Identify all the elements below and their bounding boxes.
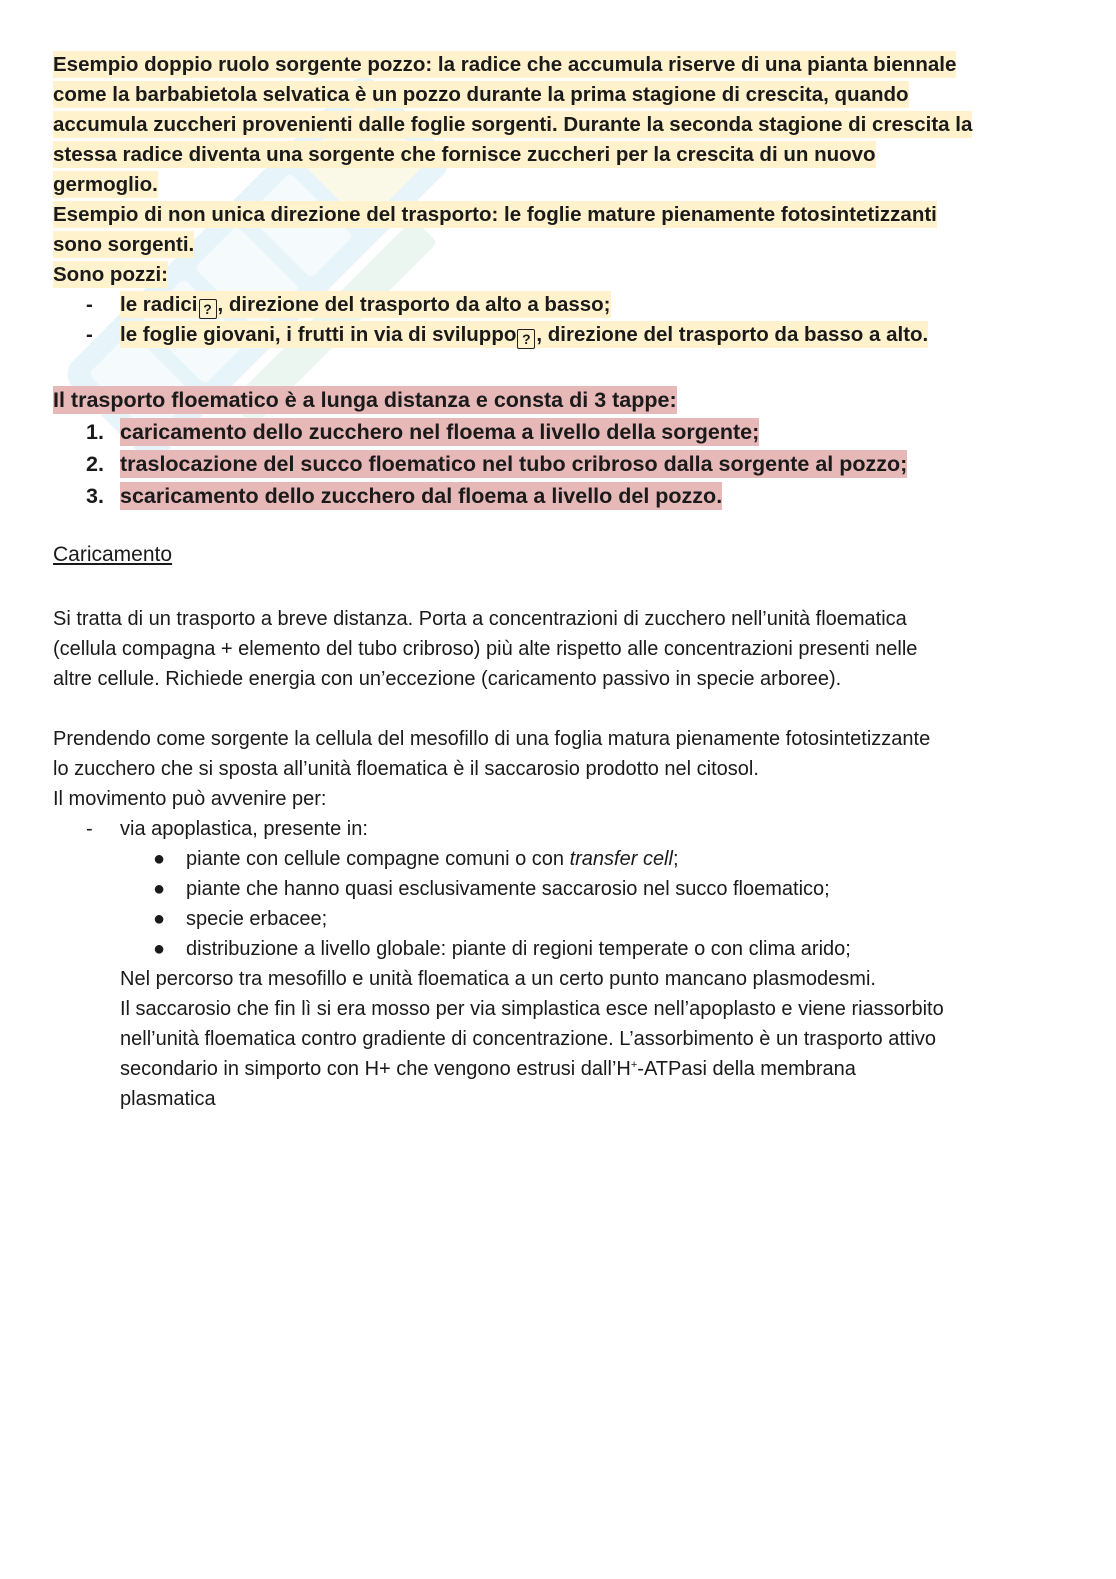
- bullet-text-after: ;: [672, 848, 679, 870]
- sink-text-after: , direzione del trasporto da alto a basso;: [217, 293, 611, 316]
- bullet-text-italic: transfer cell: [569, 848, 673, 870]
- apoplastic-bullets: [53, 844, 1063, 964]
- intro-line-6: Esempio di non unica direzione del trasporto: le foglie mature pienamente fotosintetizzanti: [53, 203, 937, 226]
- sink-item-roots: [53, 290, 1063, 320]
- route-text: via apoplastica, presente in:: [120, 818, 368, 840]
- detail-line: Il saccarosio che fin lì si era mosso per via simplastica esce nell’apoplasto e viene riassorbito: [120, 998, 944, 1020]
- paragraph-short-distance: [53, 604, 1063, 694]
- intro-line-2: come la barbabietola selvatica è un pozzo durante la prima stagione di crescita, quando: [53, 83, 909, 106]
- detail-line: Nel percorso tra mesofillo e unità floematica a un certo punto mancano plasmodesmi.: [120, 968, 876, 990]
- bullet-item: [53, 844, 1063, 874]
- intro-line-7: sono sorgenti.: [53, 233, 195, 256]
- paragraph-line: Si tratta di un trasporto a breve distanza. Porta a concentrazioni di zucchero nell’unità floematica: [53, 608, 907, 630]
- intro-line-1: Esempio doppio ruolo sorgente pozzo: la radice che accumula riserve di una pianta biennale: [53, 53, 957, 76]
- step-number: 3.: [86, 484, 104, 508]
- superscript-plus: +: [630, 1059, 638, 1071]
- paragraph-line: Prendendo come sorgente la cellula del mesofillo di una foglia matura pienamente fotosintetizzante: [53, 728, 931, 750]
- step-item: [53, 416, 1063, 448]
- paragraph-line: Il movimento può avvenire per:: [53, 788, 327, 810]
- sink-text-before: le radici: [120, 293, 198, 316]
- step-number: 1.: [86, 420, 104, 444]
- missing-glyph-icon: ?: [517, 329, 535, 349]
- step-number: 2.: [86, 452, 104, 476]
- detail-line: [120, 1054, 1063, 1084]
- missing-glyph-icon: ?: [199, 299, 217, 319]
- paragraph-line: lo zucchero che si sposta all’unità floematica è il saccarosio prodotto nel citosol.: [53, 758, 759, 780]
- step-text: traslocazione del succo floematico nel tubo cribroso dalla sorgente al pozzo;: [120, 452, 908, 476]
- apoplastic-detail: [53, 964, 1063, 1114]
- transport-heading: Il trasporto floematico è a lunga distanza e consta di 3 tappe:: [53, 388, 677, 412]
- bullet-dot-icon: ●: [153, 908, 166, 930]
- intro-line-8: Sono pozzi:: [53, 263, 169, 286]
- intro-block: [53, 50, 1063, 350]
- document-content: [53, 50, 1063, 1114]
- detail-text-before: secondario in simporto con H+ che vengono estrusi dall’H: [120, 1058, 631, 1080]
- step-item: [53, 448, 1063, 480]
- bullet-dot-icon: ●: [153, 878, 166, 900]
- bullet-text: specie erbacee;: [186, 908, 328, 930]
- intro-line-5: germoglio.: [53, 173, 158, 196]
- route-item-apoplastic: [53, 814, 1063, 844]
- bullet-item: [53, 874, 1063, 904]
- section-title-caricamento: Caricamento: [53, 543, 173, 566]
- paragraph-line: altre cellule. Richiede energia con un’eccezione (caricamento passivo in specie arboree).: [53, 668, 842, 690]
- bullet-text: distribuzione a livello globale: piante di regioni temperate o con clima arido;: [186, 938, 851, 960]
- sink-text-before: le foglie giovani, i frutti in via di sviluppo: [120, 323, 517, 346]
- dash-marker: -: [86, 323, 93, 346]
- dash-marker: -: [86, 818, 93, 840]
- sink-item-young-leaves: [53, 320, 1063, 350]
- sink-item-text: [120, 291, 611, 318]
- bullet-item: [53, 904, 1063, 934]
- paragraph-mesophyll: [53, 724, 1063, 814]
- bullet-text: piante che hanno quasi esclusivamente saccarosio nel succo floematico;: [186, 878, 830, 900]
- sink-text-after: , direzione del trasporto da basso a alto.: [536, 323, 929, 346]
- detail-text-after: -ATPasi della membrana: [637, 1058, 856, 1080]
- step-text: scaricamento dello zucchero dal floema a livello del pozzo.: [120, 484, 723, 508]
- bullet-item: [53, 934, 1063, 964]
- intro-line-4: stessa radice diventa una sorgente che fornisce zuccheri per la crescita di un nuovo: [53, 143, 876, 166]
- detail-line: nell’unità floematica contro gradiente di concentrazione. L’assorbimento è un trasporto attivo: [120, 1028, 937, 1050]
- transport-steps: [53, 384, 1063, 512]
- step-text: caricamento dello zucchero nel floema a livello della sorgente;: [120, 420, 760, 444]
- paragraph-line: (cellula compagna + elemento del tubo cribroso) più alte rispetto alle concentrazioni presenti nelle: [53, 638, 918, 660]
- bullet-text-before: piante con cellule compagne comuni o con: [186, 848, 570, 870]
- step-item: [53, 480, 1063, 512]
- dash-marker: -: [86, 293, 93, 316]
- intro-line-3: accumula zuccheri provenienti dalle foglie sorgenti. Durante la seconda stagione di crescita la: [53, 113, 973, 136]
- detail-line: plasmatica: [120, 1088, 216, 1110]
- bullet-dot-icon: ●: [153, 848, 166, 870]
- bullet-dot-icon: ●: [153, 938, 166, 960]
- sink-item-text: [120, 321, 928, 348]
